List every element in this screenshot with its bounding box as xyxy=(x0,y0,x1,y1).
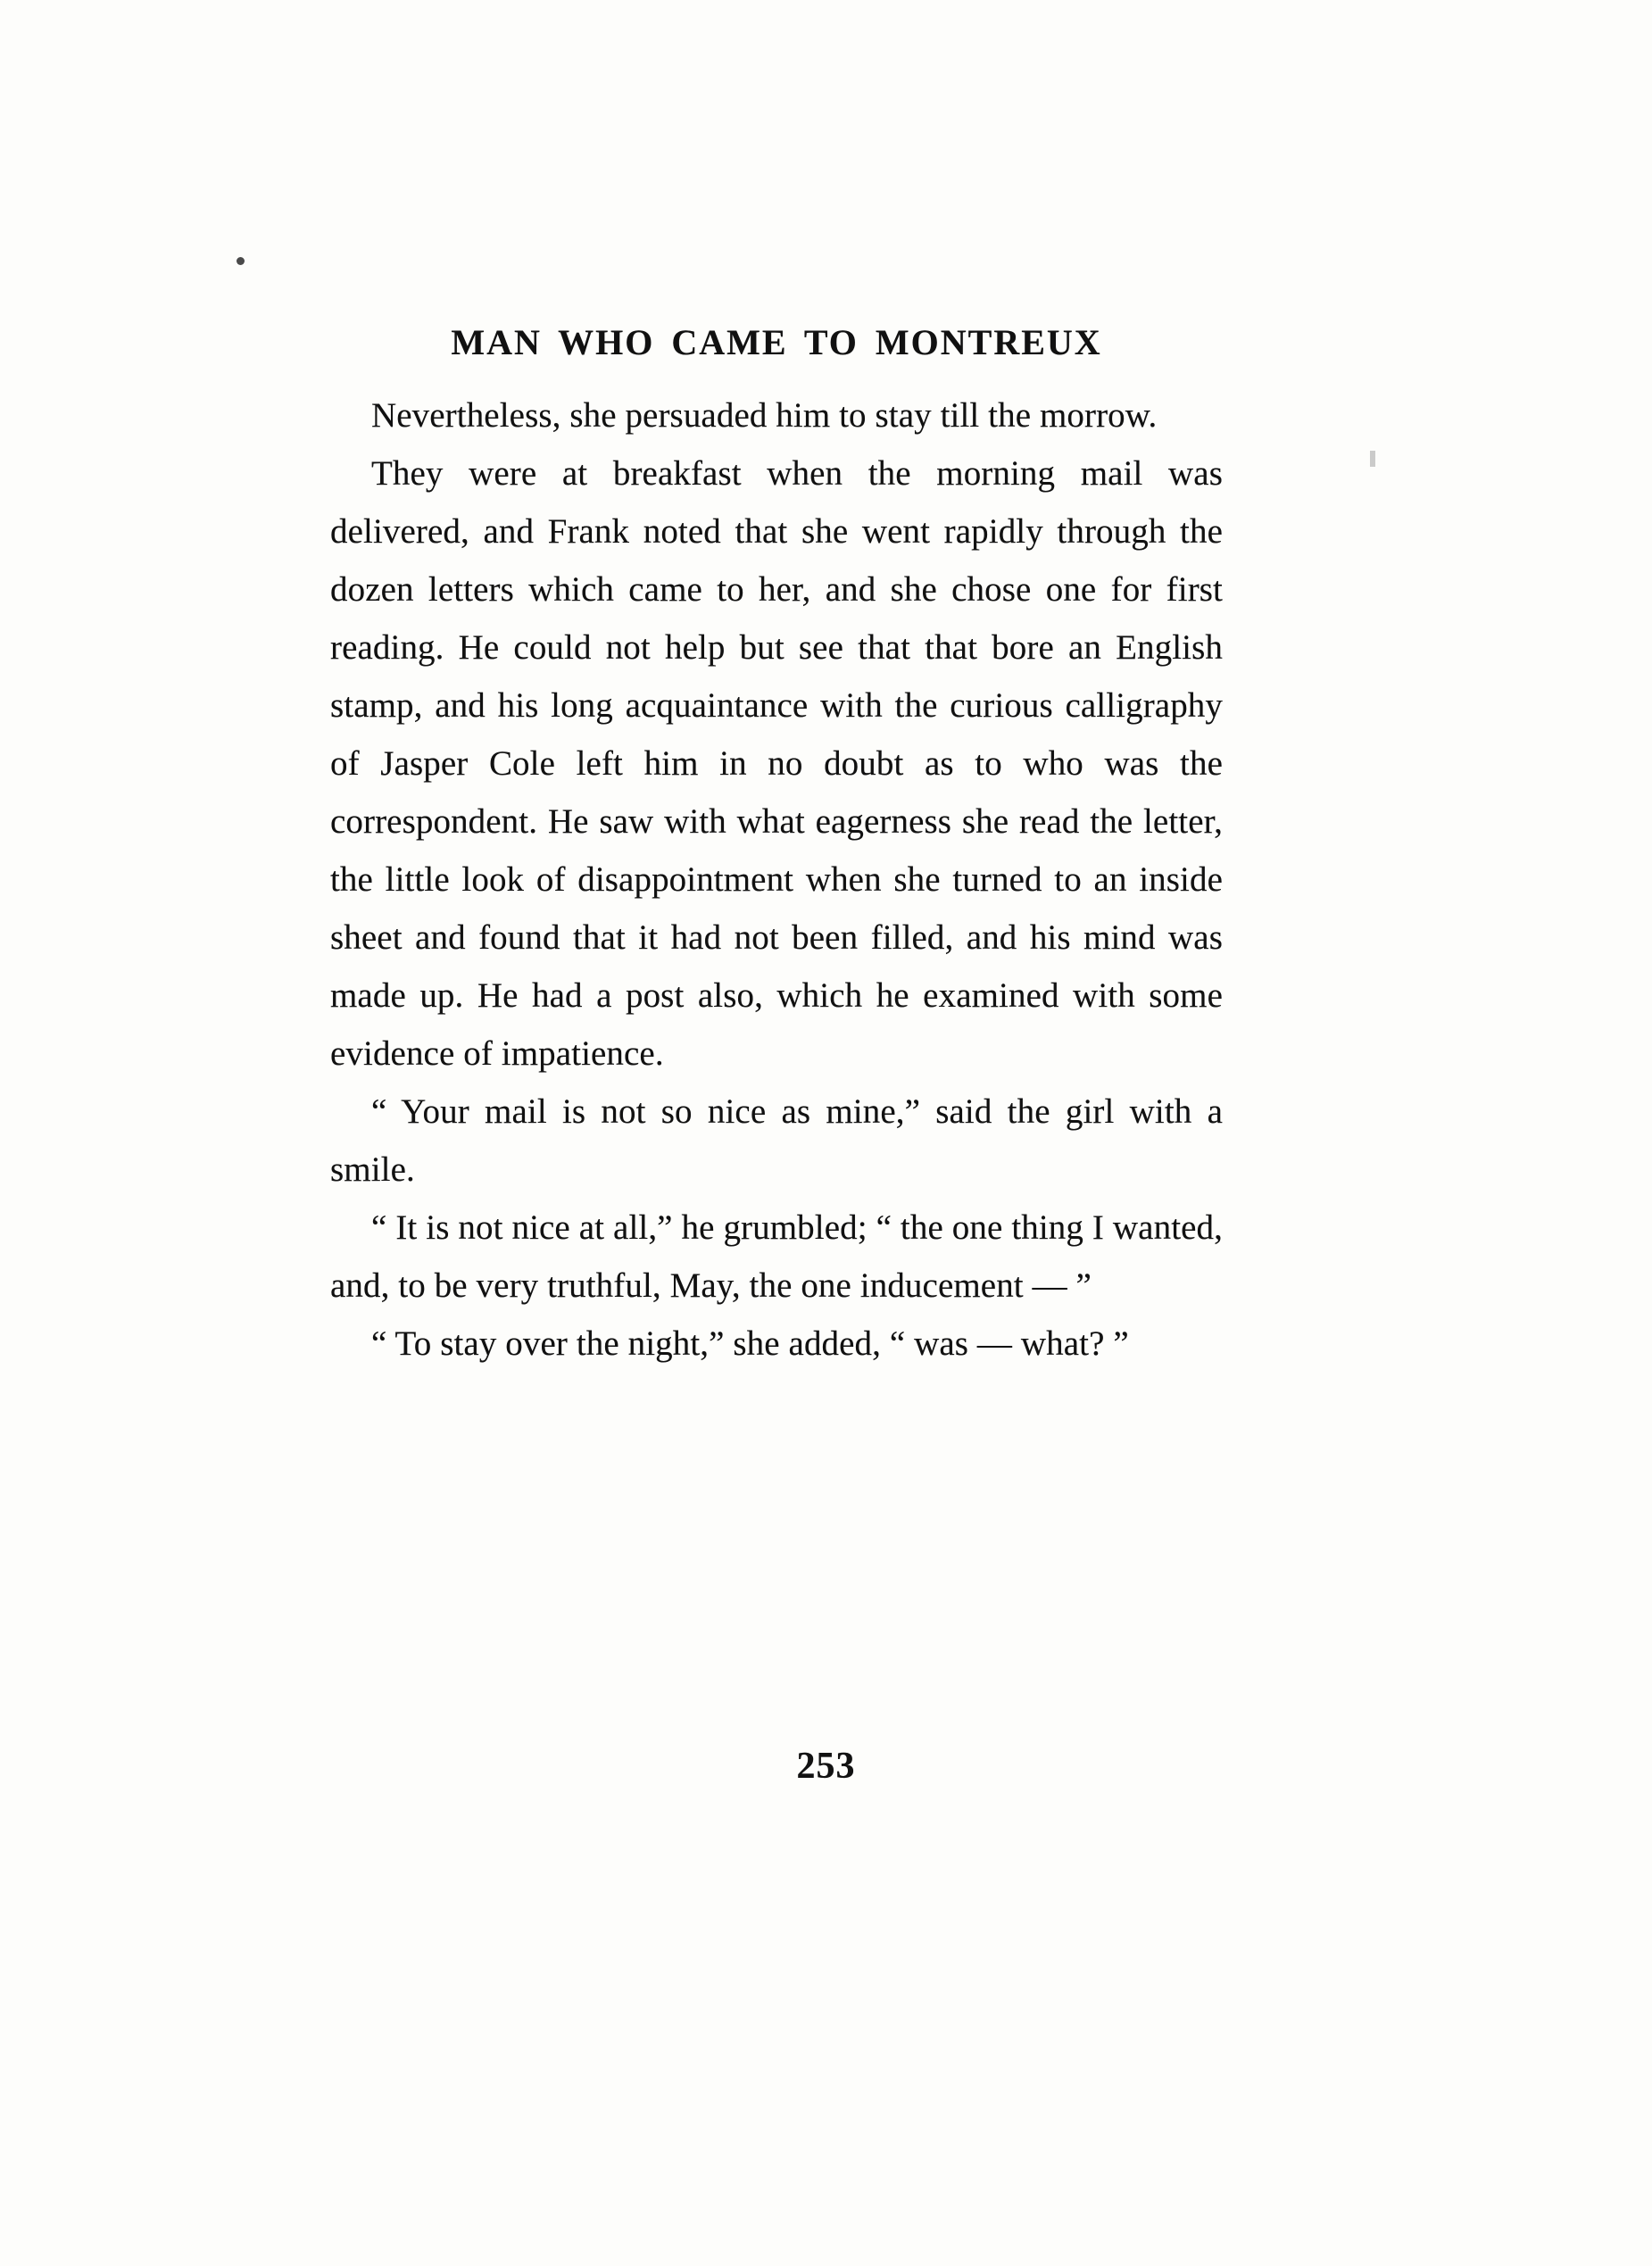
page-number: 253 xyxy=(796,1746,856,1787)
paragraph: They were at breakfast when the morning mail was delivered, and Frank noted that she went rapidly through the dozen letters which came to her, and she chose one for first reading. He could not help but see that that bore an English stamp, and his long acquaintance with the curious calligraphy of Jasper Cole left him in no doubt as to who was the correspondent. He saw with what eagerness she read the letter, the little look of disappointment when she turned to an inside sheet and found that it had not been filled, and his mind was made up. He had a post also, which he examined with some evidence of impatience. xyxy=(330,454,1223,1073)
paragraph: “ It is not nice at all,” he grumbled; “ the one thing I wanted, and, to be very truthful, May, the one inducement — ” xyxy=(330,1208,1223,1305)
paragraph: “ Your mail is not so nice as mine,” said the girl with a smile. xyxy=(330,1092,1223,1189)
paragraph: “ To stay over the night,” she added, “ was — what? ” xyxy=(371,1324,1129,1363)
running-head: MAN WHO CAME TO MONTREUX xyxy=(451,322,1102,362)
ink-speck-icon xyxy=(237,257,245,265)
paragraph: Nevertheless, she persuaded him to stay till the morrow. xyxy=(371,396,1158,435)
page-text-block xyxy=(330,321,1223,1373)
ink-mark-icon xyxy=(1370,451,1375,467)
